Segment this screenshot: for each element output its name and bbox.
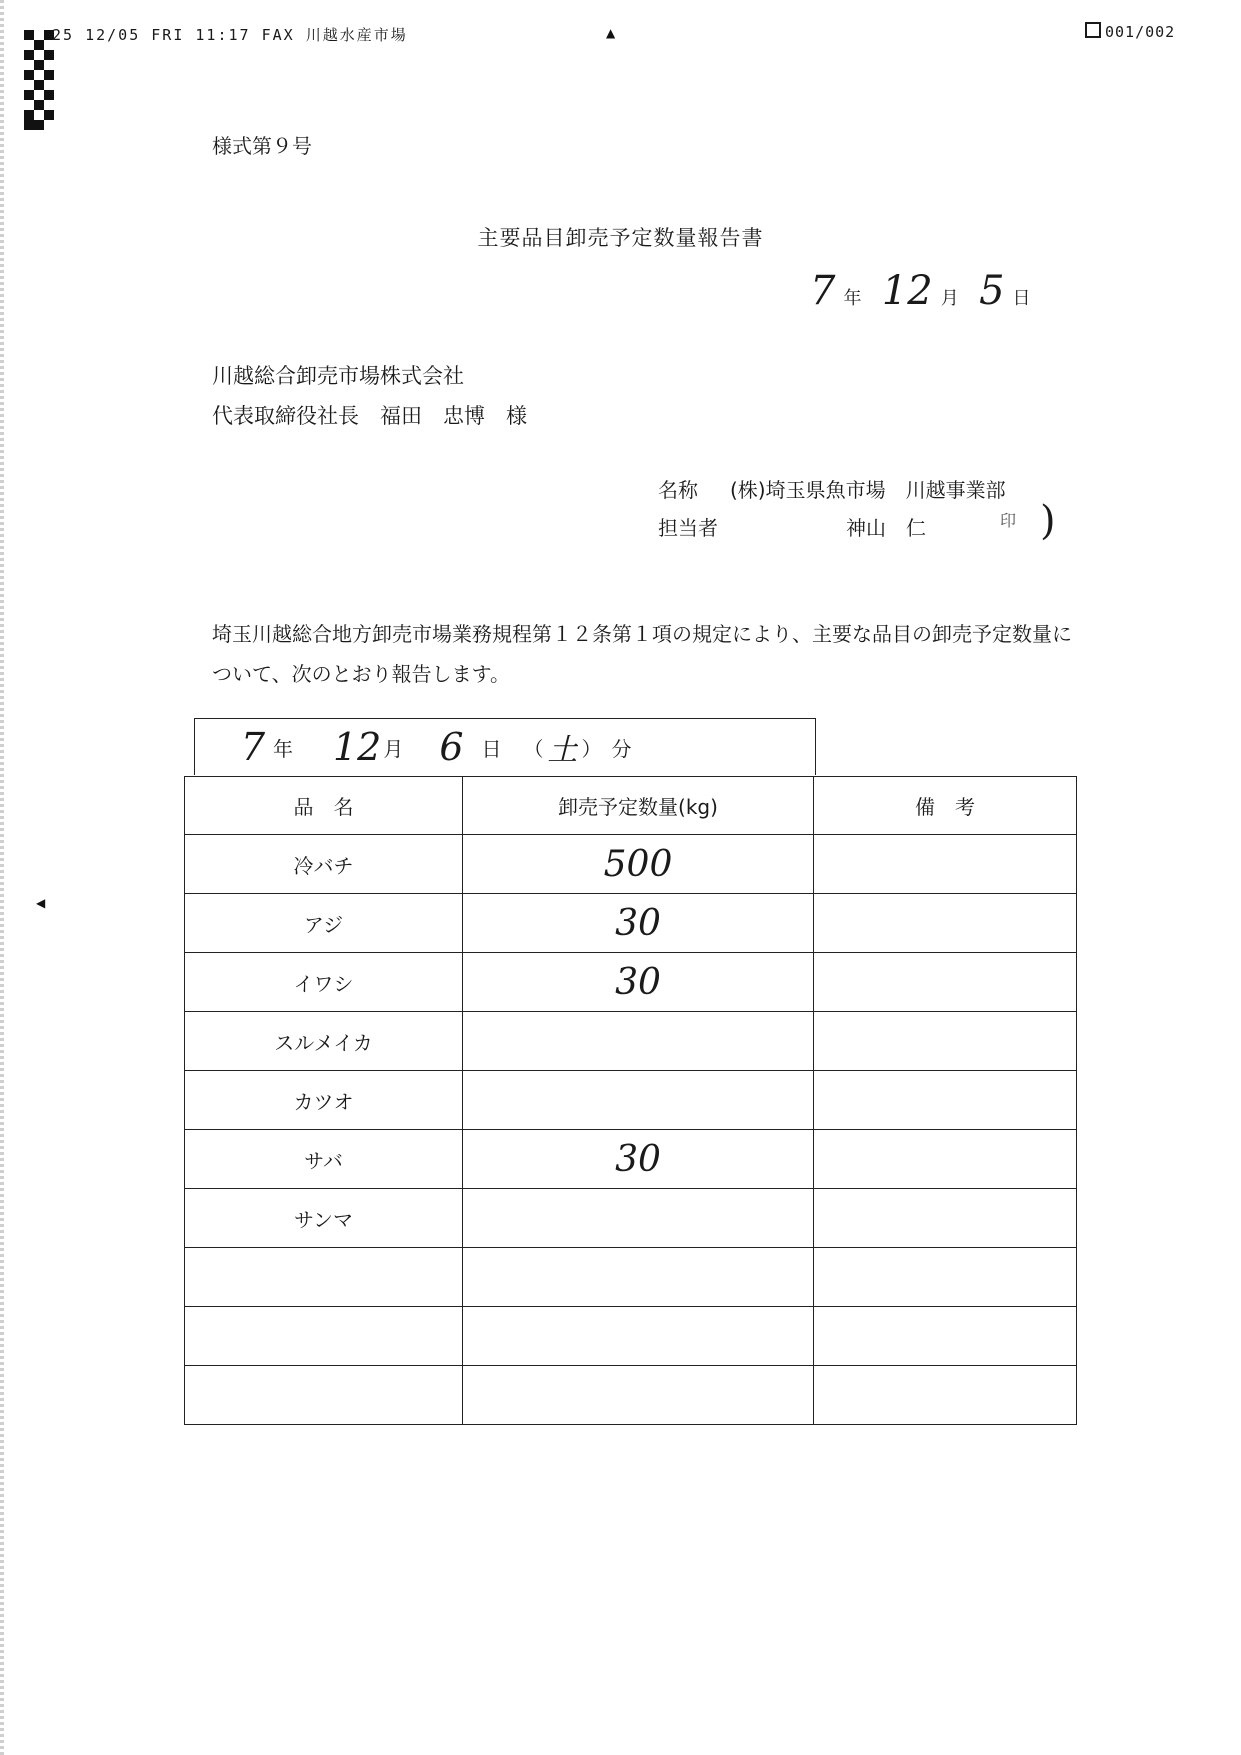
header-note: 備 考 xyxy=(814,777,1077,835)
period-open-paren: （ xyxy=(523,736,544,761)
report-month-unit: 月 xyxy=(940,288,959,309)
item-quantity: 30 xyxy=(463,953,814,1012)
table-row xyxy=(185,894,1077,953)
item-note xyxy=(814,1071,1077,1130)
item-quantity xyxy=(463,1189,814,1248)
report-month: 12 xyxy=(881,268,933,314)
sender-person-label: 担当者 xyxy=(658,516,718,540)
item-name: 冷バチ xyxy=(185,835,463,894)
table-row xyxy=(185,1130,1077,1189)
item-quantity xyxy=(463,1366,814,1425)
report-day: 5 xyxy=(979,268,1005,314)
item-note xyxy=(814,953,1077,1012)
period-day: 6 xyxy=(439,725,464,769)
item-quantity: 500 xyxy=(463,835,814,894)
item-quantity: 30 xyxy=(463,894,814,953)
fax-header: 25 12/05 FRI 11:17 FAX 川越水産市場 xyxy=(52,26,408,44)
report-year-unit: 年 xyxy=(843,288,862,309)
seal-mark: 印 xyxy=(1000,511,1017,530)
sender-person-value: 神山 仁 xyxy=(846,516,926,540)
item-note xyxy=(814,835,1077,894)
table-row xyxy=(185,953,1077,1012)
report-day-unit: 日 xyxy=(1012,288,1031,309)
item-name: イワシ xyxy=(185,953,463,1012)
header-item: 品 名 xyxy=(185,777,463,835)
table-row xyxy=(185,1366,1077,1425)
item-quantity xyxy=(463,1248,814,1307)
fax-page-number xyxy=(1085,22,1175,41)
item-name: サンマ xyxy=(185,1189,463,1248)
item-note xyxy=(814,1130,1077,1189)
item-name: スルメイカ xyxy=(185,1012,463,1071)
table-row xyxy=(185,835,1077,894)
fax-registration-mark xyxy=(24,30,54,130)
table-row xyxy=(185,1248,1077,1307)
body-text: 埼玉川越総合地方卸売市場業務規程第１２条第１項の規定により、主要な品目の卸売予定数量について、次のとおり報告します。 xyxy=(212,622,1072,686)
fax-page-icon xyxy=(1085,22,1101,38)
up-triangle-icon: ▲ xyxy=(606,26,616,40)
header-quantity: 卸売予定数量(kg) xyxy=(463,777,814,835)
item-quantity xyxy=(463,1307,814,1366)
item-note xyxy=(814,1189,1077,1248)
table-row xyxy=(185,1189,1077,1248)
period-month: 12 xyxy=(333,725,382,769)
period-day-unit: 日 xyxy=(481,736,502,761)
seal-bracket: ) xyxy=(1040,498,1056,544)
item-note xyxy=(814,894,1077,953)
addressee-person: 代表取締役社長 福田 忠博 様 xyxy=(212,404,527,428)
table-row xyxy=(185,1307,1077,1366)
left-triangle-icon: ◀ xyxy=(36,896,46,910)
period-header xyxy=(194,718,816,775)
scan-edge xyxy=(0,0,4,1755)
item-name: カツオ xyxy=(185,1071,463,1130)
period-weekday: 土 xyxy=(547,733,578,768)
item-name: アジ xyxy=(185,894,463,953)
document-title: 主要品目卸売予定数量報告書 xyxy=(477,226,764,250)
report-date xyxy=(810,268,1045,314)
table-header-row xyxy=(185,777,1077,835)
quantity-table xyxy=(184,776,1077,1425)
period-month-unit: 月 xyxy=(383,736,404,761)
addressee-company: 川越総合卸売市場株式会社 xyxy=(212,364,464,388)
item-quantity: 30 xyxy=(463,1130,814,1189)
item-name xyxy=(185,1366,463,1425)
report-year: 7 xyxy=(810,268,836,314)
fax-page-text: 001/002 xyxy=(1105,23,1176,41)
period-year: 7 xyxy=(240,725,265,769)
sender-name-value: (株)埼玉県魚市場 川越事業部 xyxy=(730,478,1006,502)
item-note xyxy=(814,1366,1077,1425)
form-number: 様式第９号 xyxy=(212,134,312,158)
item-name xyxy=(185,1307,463,1366)
sender-name-label: 名称 xyxy=(658,478,698,502)
table-row xyxy=(185,1071,1077,1130)
item-note xyxy=(814,1248,1077,1307)
period-year-unit: 年 xyxy=(273,736,293,761)
table-row xyxy=(185,1012,1077,1071)
item-name: サバ xyxy=(185,1130,463,1189)
item-quantity xyxy=(463,1012,814,1071)
item-name xyxy=(185,1248,463,1307)
item-note xyxy=(814,1012,1077,1071)
period-suffix: 分 xyxy=(611,736,632,761)
period-close-paren: ） xyxy=(581,736,602,761)
item-quantity xyxy=(463,1071,814,1130)
item-note xyxy=(814,1307,1077,1366)
